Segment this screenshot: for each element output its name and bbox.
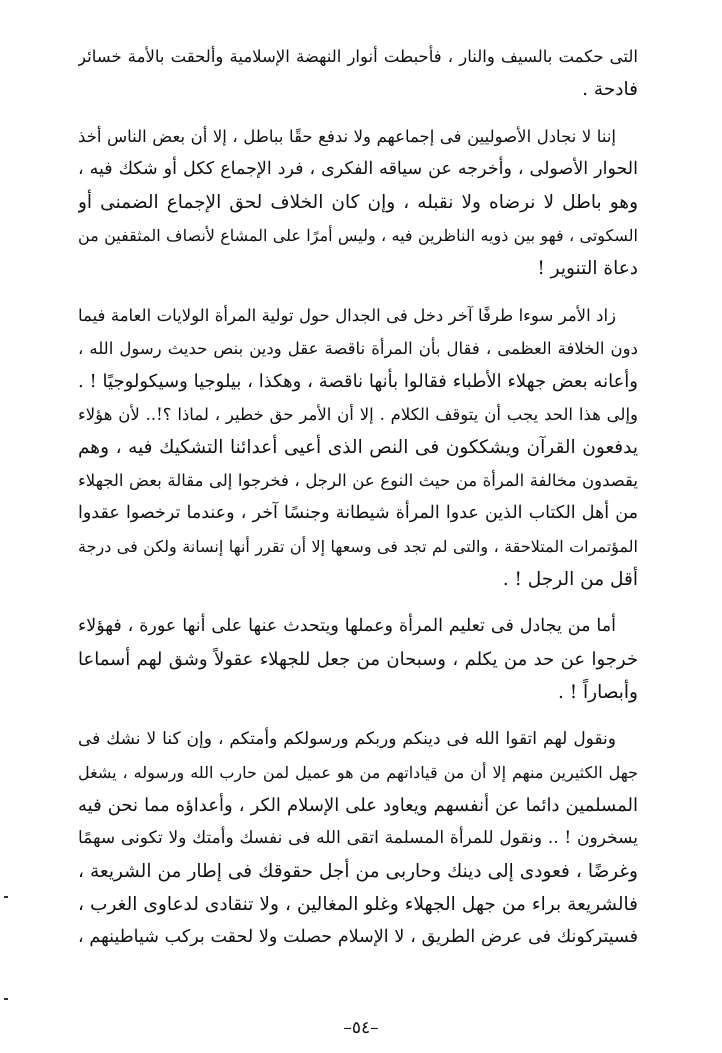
text-line: فالشريعة براء من جهل الجهلاء وغلو المغالين ، ولا تنقادى لدعاوى الغرب ، [78,894,638,915]
margin-mark [4,998,8,1000]
text-line: وإلى هذا الحد يجب أن يتوقف الكلام . إلا أن الأمر حق خطير ، لماذا ؟!.. لأن هؤلاء [78,405,638,424]
text-line: فسيتركونك فى عرض الطريق ، لا الإسلام حصلت ولا لحقت بركب شياطينهم ، [78,927,638,947]
text-line: يقصدون مخالفة المرأة من حيث النوع عن الرجل ، فخرجوا إلى مقالة بعض الجهلاء [78,471,638,490]
text-line: الحوار الأصولى ، وأخرجه عن سياقه الفكرى ، فرد الإجماع ككل أو شكك فيه ، [78,159,638,179]
text-line: من أهل الكتاب الذين عدوا المرأة شيطانة وجنسًا آخر ، وعندما ترخصوا عقدوا [78,503,638,523]
text-line: خرجوا عن حد من يكلم ، وسبحان من جعل للجهلاء عقولاً وشق لهم أسماعا [78,649,638,670]
text-line: التى حكمت بالسيف والنار ، فأحبطت أنوار النهضة الإسلامية وألحقت بالأمة خسائر [78,47,638,66]
paragraph-5 [78,723,638,954]
text-line: السكوتى ، فهو بين ذويه الناظرين فيه ، وليس أمرًا على المشاع لأنصاف المثقفين من [78,226,638,245]
paragraph-3 [78,299,638,596]
text-line: يسخرون ! .. ونقول للمرأة المسلمة اتقى الله فى نفسك وأمتك ولا تكونى سهمًا [78,828,638,848]
text-line: زاد الأمر سوءا طرفًا آخر دخل فى الجدال حول تولية المرأة الولايات العامة فيما [78,306,616,325]
paragraph-4 [78,610,638,709]
text-line: دون الخلافة العظمى ، فقال بأن المرأة ناقصة عقل ودين بنص حديث رسول الله ، [78,339,638,358]
text-line: يدفعون القرآن ويشككون فى النص الذى أعيى أعدائنا التشكيك فيه ، وهم [78,437,638,458]
text-line: المسلمين دائما عن أنفسهم ويعاود على الإسلام الكر ، وأعداؤه مما نحن فيه [78,795,638,816]
page-body [78,40,638,968]
paragraph-1 [78,40,638,106]
text-line: المؤتمرات المتلاحقة ، والتى لم تجد فى وسعها إلا أن تقرر أنها إنسانة ولكن فى درجة [78,537,638,556]
text-line: وأعانه بعض جهلاء الأطباء فقالوا بأنها ناقصة ، وهكذا ، بيلوجيا وسيكولوجيًا ! . [78,371,638,392]
text-line: دعاة التنوير ! [537,258,638,279]
text-line: أما من يجادل فى تعليم المرأة وعملها ويتحدث عنها على أنها عورة ، فهؤلاء [78,616,616,636]
text-line: ونقول لهم اتقوا الله فى دينكم وربكم ورسولكم وأمتكم ، وإن كنا لا نشك فى [78,729,616,749]
text-line: وهو باطل لا نرضاه ولا نقبله ، وإن كان الخلاف لحق الإجماع الضمنى أو [78,192,638,213]
page-number: –٥٤– [343,1018,379,1038]
text-line: إننا لا نجادل الأصوليين فى إجماعهم ولا ندفع حقًا بباطل ، إلا أن بعض الناس أخذ [78,127,616,146]
text-line: جهل الكثيرين منهم إلا أن من قياداتهم من هو عميل لمن حارب الله ورسوله ، يشغل [78,763,638,782]
text-line: وغرضًا ، فعودى إلى دينك وحاربى من أجل حقوقك فى إطار من الشريعة ، [78,861,638,882]
text-line: أقل من الرجل ! . [502,569,638,590]
text-line: وأبصاراً ! . [557,682,638,703]
margin-mark [4,896,8,898]
paragraph-2 [78,120,638,285]
text-line: فادحة . [582,79,638,100]
